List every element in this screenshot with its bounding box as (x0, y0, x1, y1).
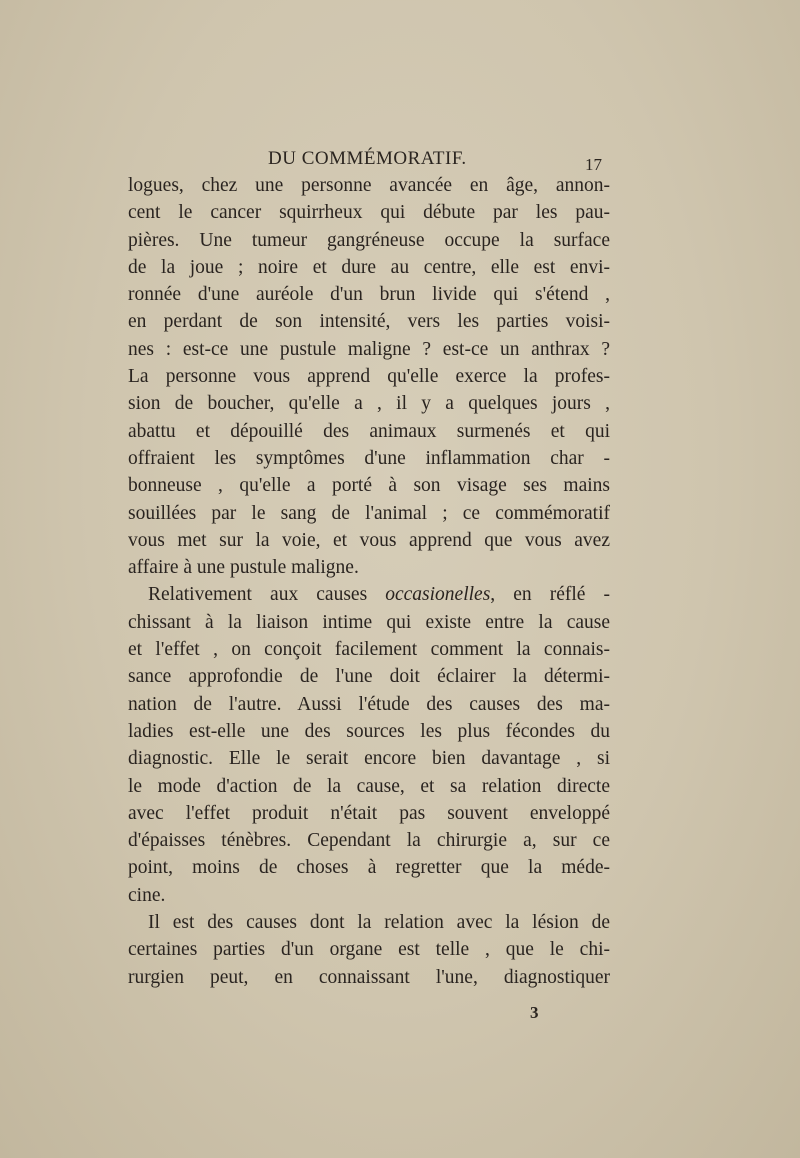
signature-mark: 3 (530, 1003, 539, 1022)
text-line: logues, chez une personne avancée en âge, annon- (128, 175, 610, 196)
text-line: chissant à la liaison intime qui existe entre la cause (128, 611, 610, 633)
page-number: 17 (585, 155, 602, 174)
text-line: diagnostic. Elle le serait encore bien davantage , si (128, 748, 610, 770)
text-run: , en réflé - (490, 584, 610, 606)
text-line: et l'effet , on conçoit facilement comment la connais- (128, 639, 610, 661)
text-line: sion de boucher, qu'elle a , il y a quelques jours , (128, 393, 610, 415)
text-line: ronnée d'une auréole d'un brun livide qui s'étend , (128, 284, 610, 306)
text-line: Il est des causes dont la relation avec la lésion de (148, 912, 610, 934)
text-line: rurgien peut, en connaissant l'une, diagnostiquer (128, 966, 610, 988)
text-line: vous met sur la voie, et vous apprend que vous avez (128, 529, 610, 551)
italic-word: occasionelles (385, 584, 491, 606)
text-line: sance approfondie de l'une doit éclairer la détermi- (128, 666, 610, 688)
text-line: bonneuse , qu'elle a porté à son visage ses mains (128, 475, 610, 497)
text-line: en perdant de son intensité, vers les parties voisi- (128, 311, 610, 333)
text-line: affaire à une pustule maligne. (128, 557, 359, 579)
text-line: offraient les symptômes d'une inflammation char - (128, 447, 610, 469)
text-run: Relativement aux causes (148, 584, 386, 606)
text-line: d'épaisses ténèbres. Cependant la chirurgie a, sur ce (128, 830, 610, 852)
text-line: avec l'effet produit n'était pas souvent enveloppé (128, 802, 610, 824)
text-line: abattu et dépouillé des animaux surmenés et qui (128, 420, 610, 442)
text-line: cent le cancer squirrheux qui débute par les pau- (128, 202, 610, 224)
text-line: nation de l'autre. Aussi l'étude des causes des ma- (128, 693, 610, 715)
text-line: souillées par le sang de l'animal ; ce commémoratif (128, 502, 610, 524)
text-line: nes : est-ce une pustule maligne ? est-ce un anthrax ? (128, 338, 610, 360)
text-line: La personne vous apprend qu'elle exerce la profes- (128, 366, 610, 388)
text-line (128, 581, 610, 608)
text-line: le mode d'action de la cause, et sa relation directe (128, 775, 610, 797)
text-line: pières. Une tumeur gangréneuse occupe la surface (128, 229, 610, 251)
running-head: DU COMMÉMORATIF. (268, 148, 467, 169)
text-line: point, moins de choses à regretter que la méde- (128, 857, 610, 879)
text-line: certaines parties d'un organe est telle , que le chi- (128, 939, 610, 961)
body-text (128, 172, 610, 991)
text-line: ladies est-elle une des sources les plus fécondes du (128, 720, 610, 742)
text-line: cine. (128, 884, 166, 906)
text-line: de la joue ; noire et dure au centre, elle est envi- (128, 256, 610, 278)
